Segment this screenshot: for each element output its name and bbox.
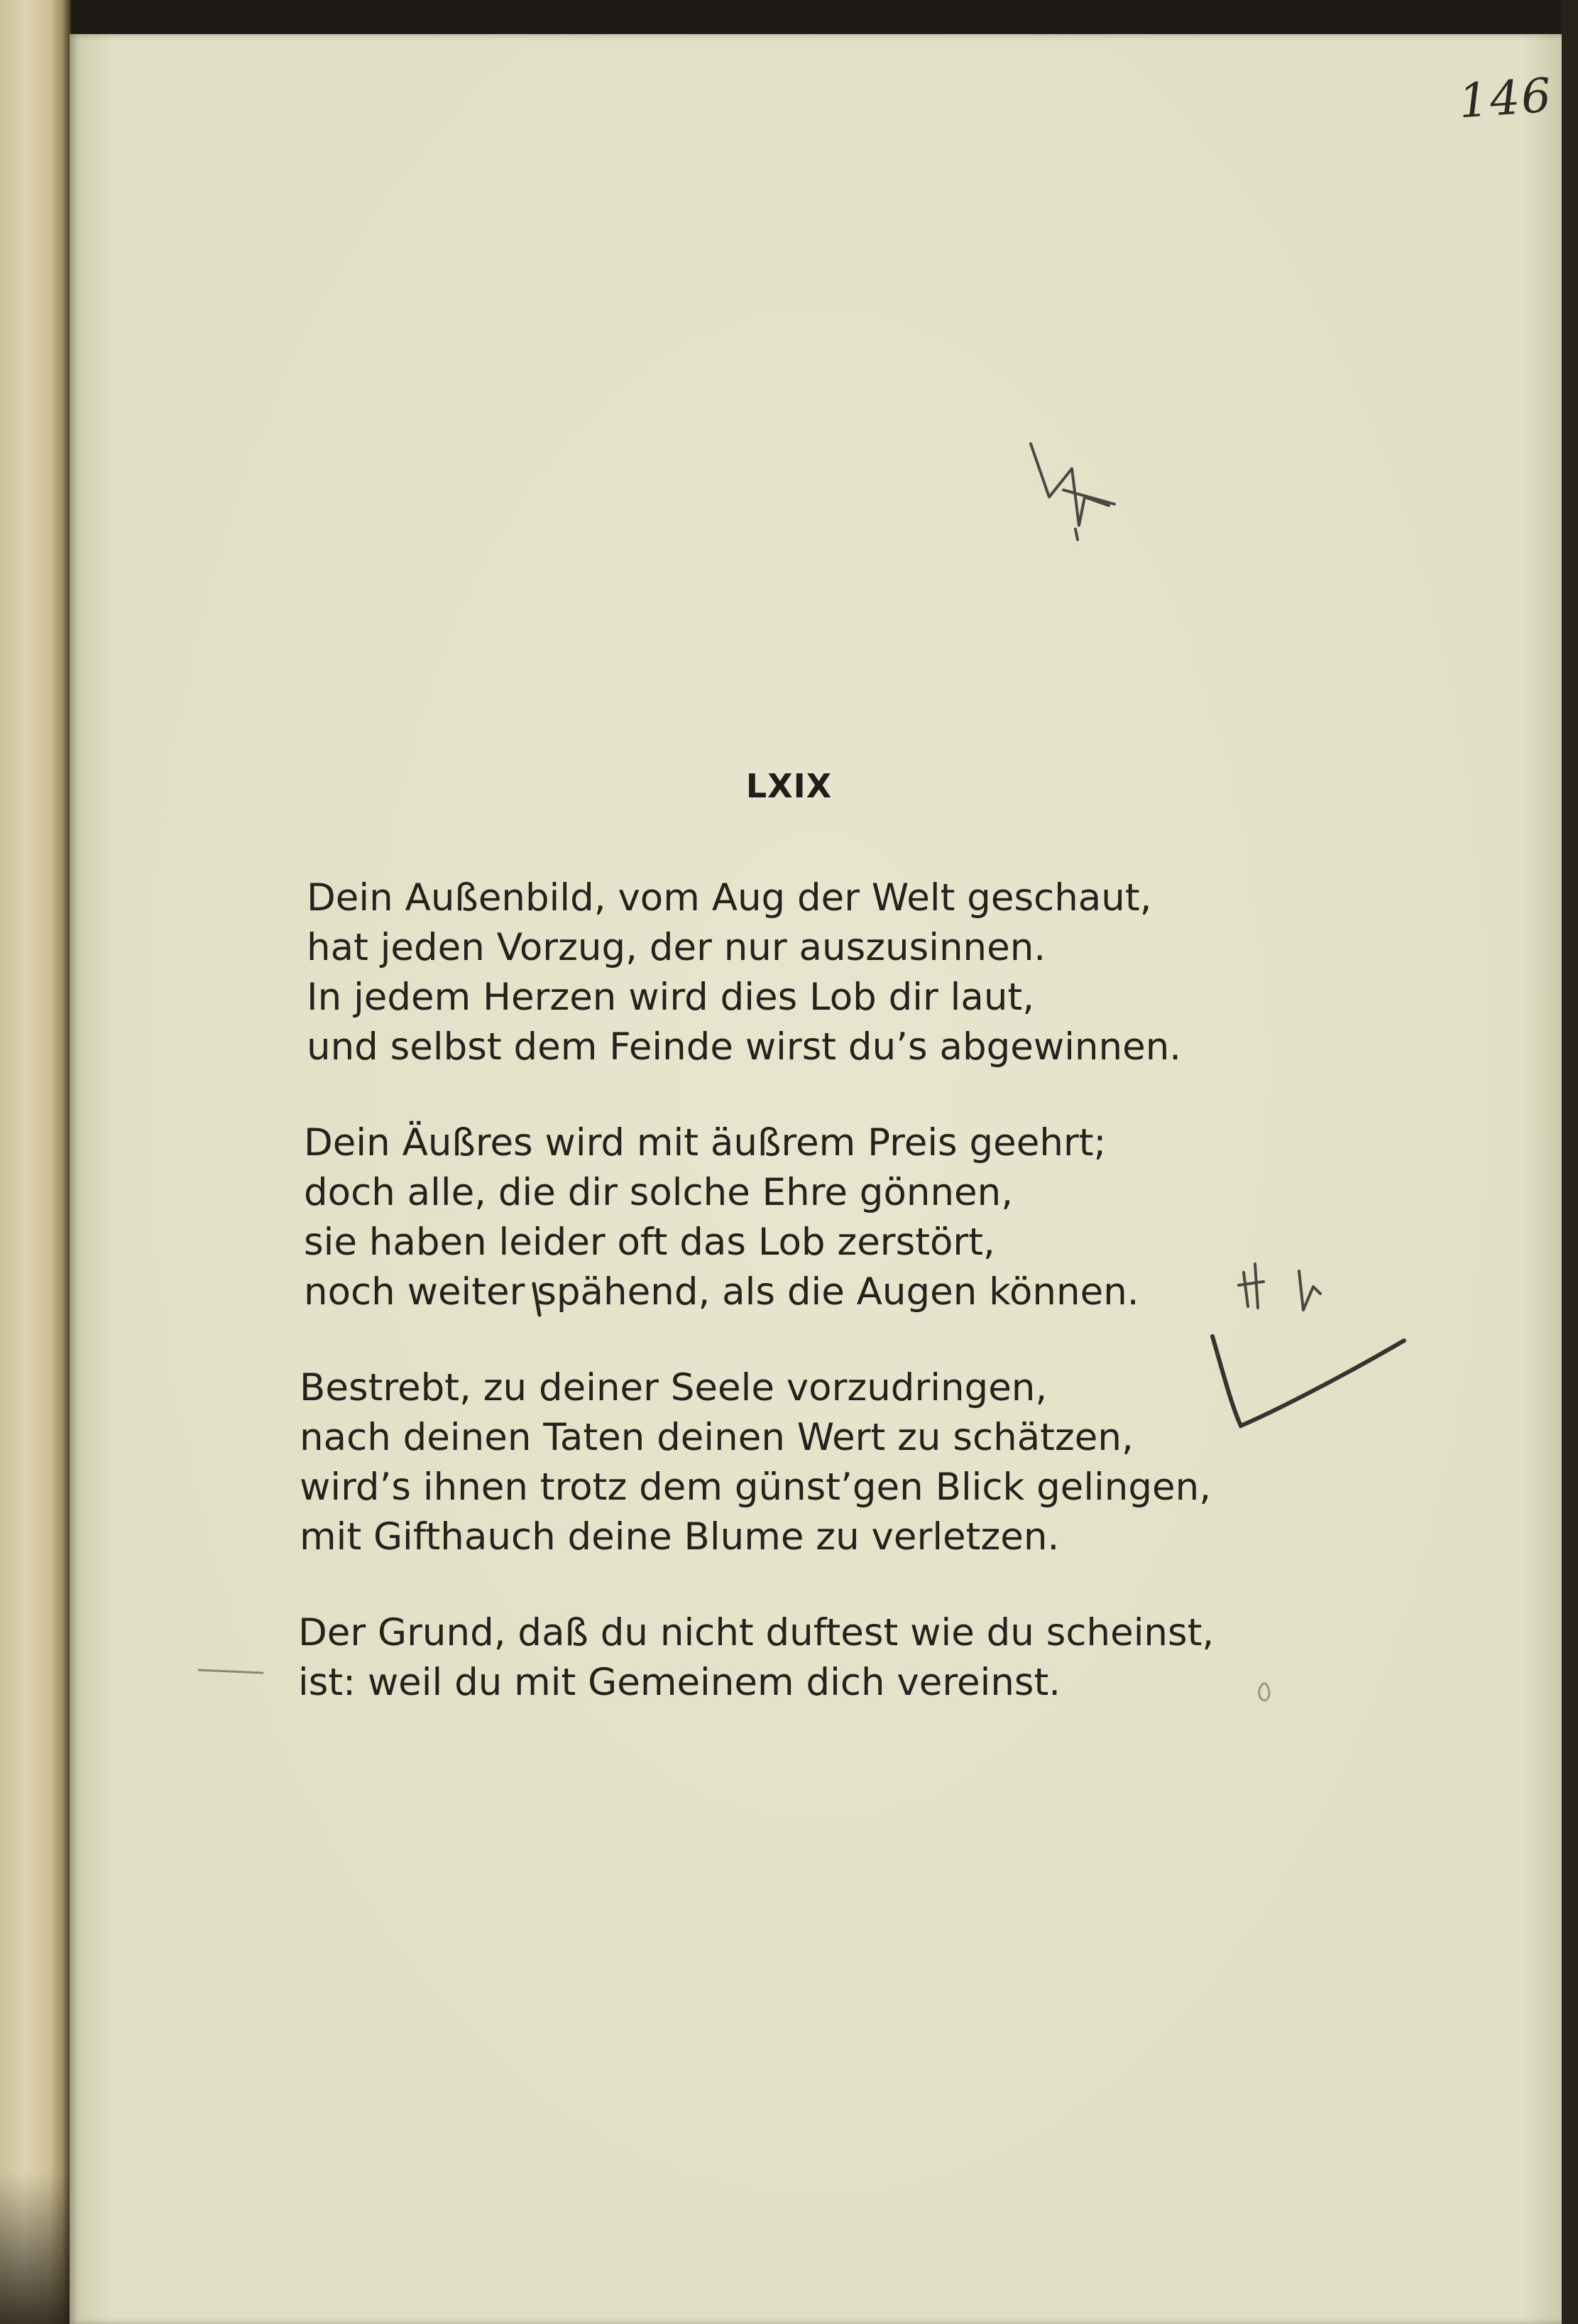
pencil-dash-icon [199, 1670, 263, 1673]
verse-line: ist: weil du mit Gemeinem dich vereinst. [298, 1661, 1061, 1704]
verse-line: noch weiter spähend, als die Augen können. [304, 1270, 1139, 1314]
verse-line: nach deinen Taten deinen Wert zu schätzen, [300, 1416, 1134, 1459]
verse-line: sie haben leider oft das Lob zerstört, [304, 1221, 995, 1264]
poem-title: LXIX [745, 767, 833, 805]
verse-line: doch alle, die dir solche Ehre gönnen, [304, 1171, 1014, 1214]
handwritten-page-number: 146 [1457, 67, 1555, 129]
verse-line: mit Gifthauch deine Blume zu verletzen. [300, 1515, 1060, 1559]
ink-correction-icon [534, 1284, 539, 1315]
verse-line: und selbst dem Feinde wirst du’s abgewinnen. [307, 1025, 1182, 1069]
pencil-check-mark-icon [1212, 1336, 1404, 1426]
pencil-mark-icon [1259, 1683, 1269, 1701]
pencil-note-icon [1239, 1264, 1320, 1310]
verse-line: Bestrebt, zu deiner Seele vorzudringen, [300, 1366, 1048, 1409]
verse-line: In jedem Herzen wird dies Lob dir laut, [307, 976, 1035, 1019]
verse-line: Dein Äußres wird mit äußrem Preis geehrt; [304, 1121, 1107, 1164]
verse-line: Der Grund, daß du nicht duftest wie du scheinst, [298, 1611, 1215, 1654]
verse-line: wird’s ihnen trotz dem günst’gen Blick gelingen, [300, 1466, 1212, 1509]
verse-line: Dein Außenbild, vom Aug der Welt geschaut, [307, 876, 1152, 920]
verse-line: hat jeden Vorzug, der nur auszusinnen. [307, 926, 1046, 969]
pencil-scribble-icon [1031, 444, 1114, 540]
